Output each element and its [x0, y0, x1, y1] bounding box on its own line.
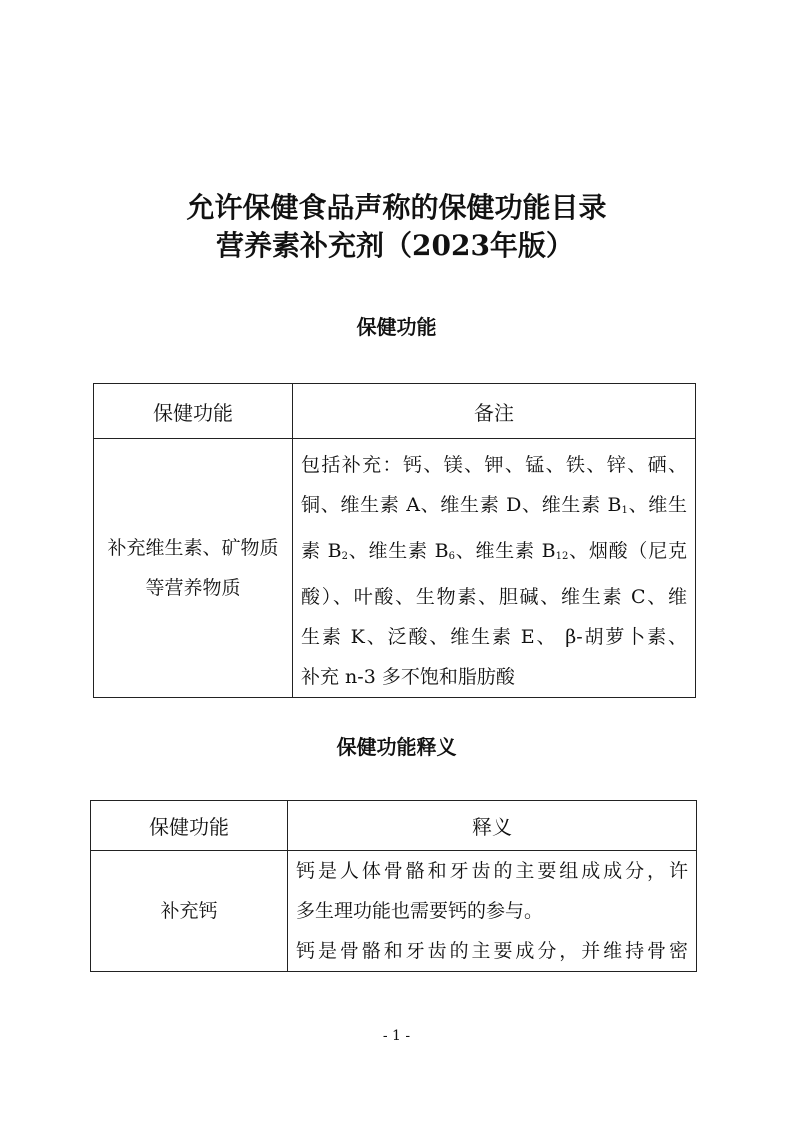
definition-line: 多生理功能也需要钙的参与。: [296, 900, 544, 922]
function-line: 补充维生素、矿物质: [107, 537, 279, 559]
header-function: 保健功能: [94, 384, 293, 439]
table-header-row: [91, 801, 697, 851]
table-row: [94, 439, 696, 698]
header-function: 保健功能: [91, 801, 288, 851]
document-title-line1: 允许保健食品声称的保健功能目录: [186, 191, 607, 224]
remark-line: 补充 n-3 多不饱和脂肪酸: [301, 666, 515, 688]
document-title-line2: 营养素补充剂（2023年版）: [216, 229, 574, 262]
functions-table: [93, 383, 696, 698]
header-definition: 释义: [288, 801, 697, 851]
section-heading-definitions: 保健功能释义: [336, 735, 457, 759]
remark-line: 素 $B_2$、维生素 $B_6$、维生素 $B_{12}$、烟酸（尼克: [301, 540, 687, 562]
remark-cell: [293, 439, 696, 698]
definitions-table: [90, 800, 697, 972]
remark-line: 包括补充：钙、镁、钾、锰、铁、锌、硒、: [301, 454, 687, 476]
function-line: 等营养物质: [145, 577, 241, 599]
definition-line: 钙是人体骨骼和牙齿的主要组成成分，许: [296, 860, 688, 882]
definition-line: 钙是骨骼和牙齿的主要成分，并维持骨密: [296, 940, 688, 962]
remark-line: 铜、维生素 A、维生素 D、维生素 $B_1$、维生: [301, 494, 687, 516]
table-header-row: [94, 384, 696, 439]
table-row: [91, 851, 697, 972]
remark-line: 酸）、叶酸、生物素、胆碱、维生素 C、维: [301, 586, 687, 608]
definition-cell: [288, 851, 697, 972]
function-cell: 补充钙: [91, 851, 288, 972]
header-remark: 备注: [293, 384, 696, 439]
page-number: - 1 -: [382, 1028, 411, 1044]
remark-line: 生素 K、泛酸、维生素 E、 β-胡萝卜素、: [301, 626, 687, 648]
function-cell: [94, 439, 293, 698]
section-heading-functions: 保健功能: [356, 315, 437, 339]
